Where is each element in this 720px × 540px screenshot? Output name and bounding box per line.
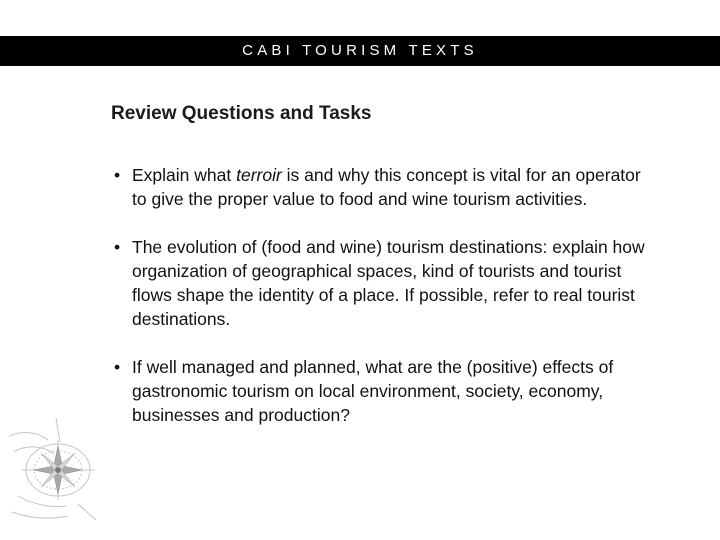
bullet-text-part: is and why this concept is vital for an operator to give the proper value to food and wine tourism activities.	[132, 165, 641, 209]
slide-title: Review Questions and Tasks	[111, 103, 372, 124]
bullet-item-effects	[111, 355, 651, 427]
bullet-item-destinations	[111, 235, 651, 331]
bullet-list	[111, 163, 651, 427]
header-bar	[0, 36, 720, 66]
bullet-text-part: Explain what	[132, 165, 237, 185]
bullet-item-terroir	[111, 163, 651, 211]
bullet-text: If well managed and planned, what are the (positive) effects of gastronomic tourism on local environment, society, economy, businesses and production?	[132, 357, 614, 425]
terroir-emphasis: terroir	[236, 165, 282, 185]
bullet-text: The evolution of (food and wine) tourism destinations: explain how organization of geographical spaces, kind of tourists and tourist flows shape the identity of a place. If possible, refer to real tourist destinations.	[132, 237, 645, 329]
compass-rose-icon	[8, 412, 103, 524]
bullet-marker: •	[114, 357, 121, 377]
header-title: CABI TOURISM TEXTS	[242, 42, 478, 59]
bullet-marker: •	[114, 165, 121, 185]
bullet-marker: •	[114, 237, 121, 257]
